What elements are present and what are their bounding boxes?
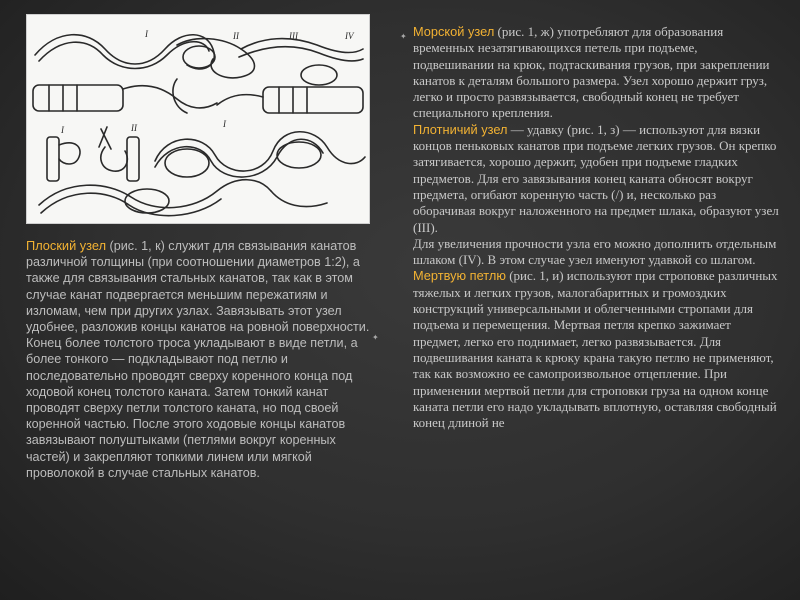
figure-label: I (61, 125, 64, 135)
bullet-icon: ✦ (400, 32, 407, 41)
carpenter-knot-description: — удавку (рис. 1, з) — используют для вязки концов пеньковых канатов при подъеме легких грузов. Он крепко затягивается, хорошо держит, удобен при подъеме гладких предметов. Для его завязывания конец каната обносят вокруг предмета, огибают коренную часть (/) и, несколько раз оборачивая вокруг наложенного на предмет шлака, образуют узел (III). (413, 121, 779, 235)
figure-label: I (223, 119, 226, 129)
sea-knot-description: (рис. 1, ж) употребляют для образования временных незатягивающихся петель при подъеме, подвешивании на крюк, подтаскивания грузов, при закреплении канатов к деталям большого размера. Узел хорошо держит груз, легко и просто развязывается, свободный конец не требует специального крепления. (413, 24, 770, 121)
term-flat-knot: Плоский узел (26, 238, 107, 253)
term-carpenter-knot: Плотничий узел (413, 121, 508, 137)
right-text-column (413, 24, 781, 431)
figure-label: III (289, 31, 298, 41)
dead-loop-description: (рис. 1, и) используют при строповке различных тяжелых и легких грузов, малогабаритных и громоздких конструкций универсальными и облегченными стропами для подъема и перемещения. Мертвая петля крепко зажимает предмет, легко его поднимает, легко развязывается. Для подвешивания каната к крюку крана такую петлю не применяют, так как возможно ее самопроизвольное отцепление. При применении мертвой петли для строповки груза на одном конце каната петли его надо укладывать вплотную, оставляя свободный конец длиной не (413, 268, 778, 431)
figure-label: II (233, 31, 239, 41)
strength-paragraph: Для увеличения прочности узла его можно дополнить отдельным шлаком (IV). В этом случае узел именуют удавкой со шлагом. (413, 235, 777, 268)
term-sea-knot: Морской узел (413, 24, 495, 39)
knots-drawing (27, 15, 369, 223)
figure-label: II (131, 123, 137, 133)
flat-knot-paragraph (26, 238, 382, 481)
flat-knot-description: (рис. 1, к) служит для связывания канатов различной толщины (при соотношении диаметров 1:2), а также для связывания стальных канатов, так как в этом случае канат подвергается меньшим пережатиям и изломам, чем при других узлах. Завязывать этот узел удобнее, разложив концы канатов на ровной поверхности. Конец более толстого троса укладывают в виде петли, а более тонкого — подкладывают под петлю и последовательно проводят сверху коренного конца под ходовой конец толстого каната. Затем тонкий канат проводят сверху петли толстого каната, но под своей коренной частью. После этого ходовые концы канатов завязывают полуштыками (петлями вокруг коренных частей) и закрепляют топкими линем или мягкой проволокой в случае стальных канатов. (26, 239, 370, 480)
bullet-icon: ✦ (372, 333, 379, 342)
figure-label: IV (345, 31, 354, 41)
term-dead-loop: Мертвую петлю (413, 268, 506, 284)
knots-illustration (26, 14, 370, 224)
figure-label: I (145, 29, 148, 39)
